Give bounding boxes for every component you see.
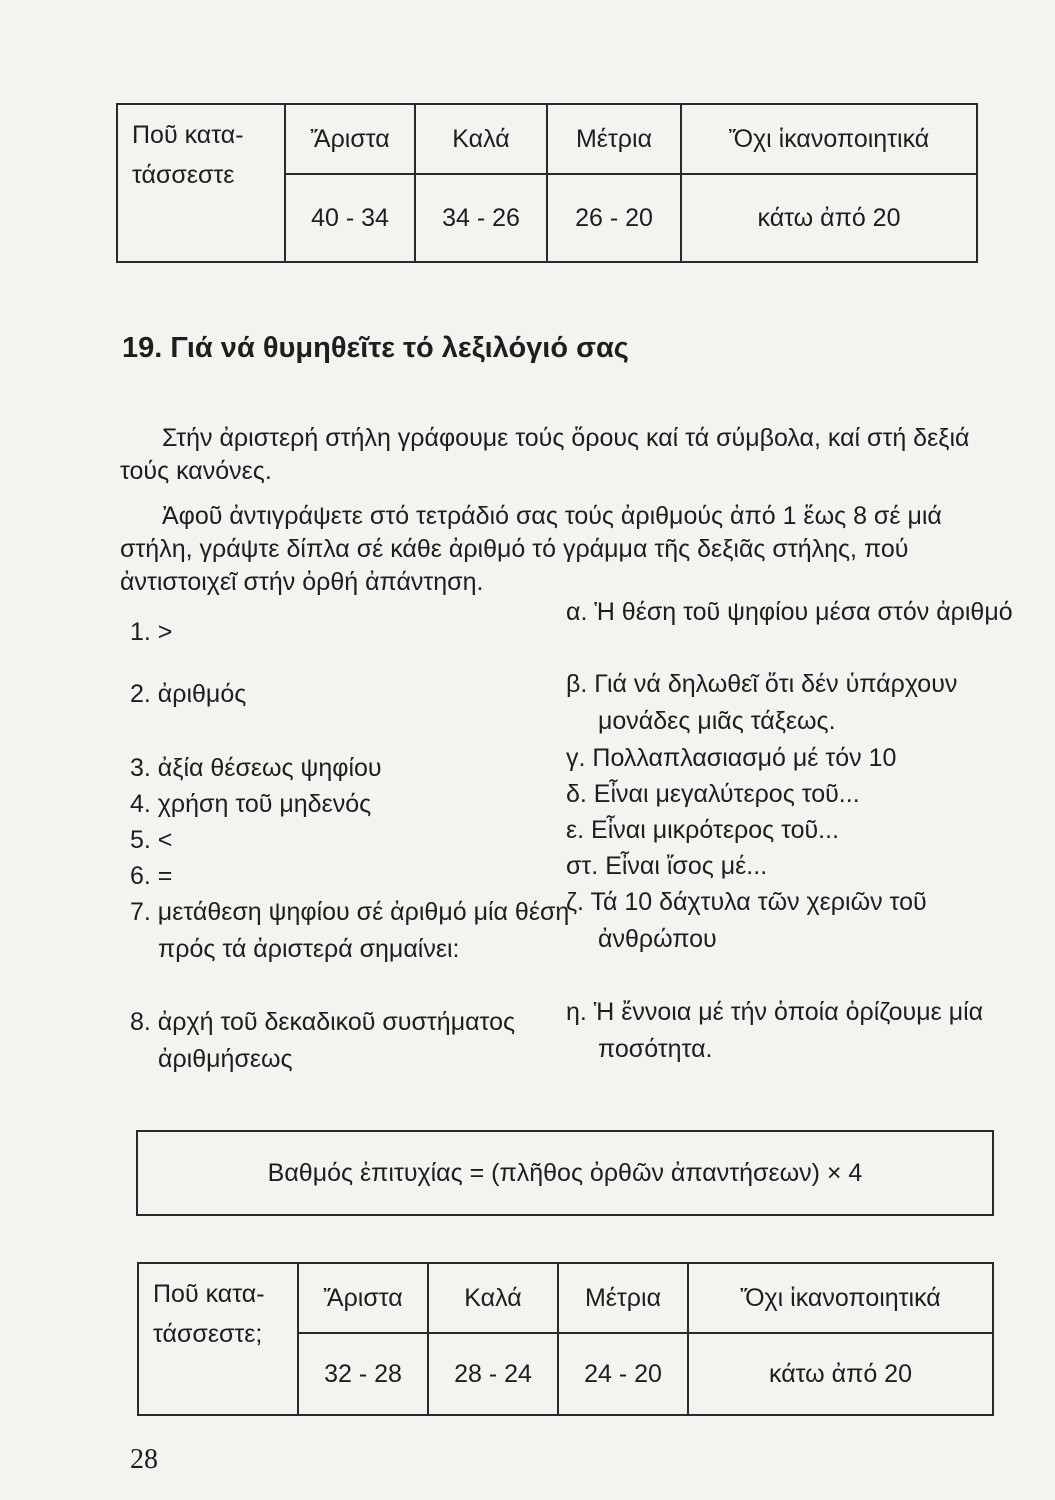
- category-cell: Μέτρια: [558, 1263, 688, 1333]
- term-item: 4. χρήση τοῦ μηδενός: [130, 790, 372, 818]
- row-header-cell: Ποῦ κατα-τάσσεστε: [117, 104, 285, 262]
- category-cell: Μέτρια: [547, 104, 681, 174]
- term-item: 6. =: [130, 862, 173, 890]
- bottom-grade-table: [137, 1262, 994, 1416]
- category-cell: Ὄχι ἱκανοποιητικά: [688, 1263, 993, 1333]
- rule-item: στ. Εἶναι ἴσος μέ...: [566, 852, 768, 880]
- range-cell: 28 - 24: [428, 1333, 558, 1415]
- rule-item: η. Ἡ ἔννοια μέ τήν ὁποία ὁρίζουμε μία ποσότητα.: [566, 998, 984, 1063]
- formula-box: [136, 1130, 994, 1216]
- term-item: 7. μετάθεση ψηφίου σέ ἀριθμό μία θέση πρός τά ἀριστερά σημαίνει:: [130, 898, 570, 963]
- category-cell: Καλά: [428, 1263, 558, 1333]
- rule-item: ζ. Τά 10 δάχτυλα τῶν χεριῶν τοῦ ἀνθρώπου: [566, 888, 927, 953]
- rule-item: β. Γιά νά δηλωθεῖ ὅτι δέν ὑπάρχουν μονάδες μιᾶς τάξεως.: [566, 670, 958, 735]
- category-cell: Ὄχι ἱκανοποιητικά: [681, 104, 977, 174]
- top-grade-table: [116, 103, 978, 263]
- range-cell: κάτω ἀπό 20: [688, 1333, 993, 1415]
- range-cell: κάτω ἀπό 20: [681, 174, 977, 262]
- rule-item: δ. Εἶναι μεγαλύτερος τοῦ...: [566, 780, 860, 808]
- section-title: 19. Γιά νά θυμηθεῖτε τό λεξιλόγιό σας: [122, 332, 629, 364]
- range-cell: 32 - 28: [298, 1333, 428, 1415]
- term-item: 2. ἀριθμός: [130, 680, 247, 708]
- range-cell: 24 - 20: [558, 1333, 688, 1415]
- category-cell: Ἄριστα: [285, 104, 415, 174]
- intro-paragraph-2: Ἀφοῦ ἀντιγράψετε στό τετράδιό σας τούς ἀριθμούς ἀπό 1 ἕως 8 σέ μιά στήλη, γράψτε δίπλα σέ κάθε ἀριθμό τό γράμμα τῆς δεξιᾶς στήλης, πού ἀντιστοιχεῖ στήν ὀρθή ἀπάντηση.: [120, 502, 942, 596]
- term-item: 3. ἀξία θέσεως ψηφίου: [130, 754, 382, 782]
- range-cell: 40 - 34: [285, 174, 415, 262]
- category-cell: Ἄριστα: [298, 1263, 428, 1333]
- range-cell: 34 - 26: [415, 174, 547, 262]
- rule-item: α. Ἡ θέση τοῦ ψηφίου μέσα στόν ἀριθμό: [566, 598, 1013, 626]
- rule-item: γ. Πολλαπλασιασμό μέ τόν 10: [566, 744, 897, 772]
- term-item: 5. <: [130, 826, 173, 854]
- rule-item: ε. Εἶναι μικρότερος τοῦ...: [566, 816, 840, 844]
- intro-paragraph-1: Στήν ἀριστερή στήλη γράφουμε τούς ὅρους καί τά σύμβολα, καί στή δεξιά τούς κανόνες.: [120, 424, 970, 485]
- category-cell: Καλά: [415, 104, 547, 174]
- range-cell: 26 - 20: [547, 174, 681, 262]
- formula-text: Βαθμός ἐπιτυχίας = (πλῆθος ὀρθῶν ἀπαντήσεων) × 4: [267, 1158, 863, 1187]
- row-header-cell: Ποῦ κατα-τάσσεστε;: [138, 1263, 298, 1415]
- term-item: 1. >: [130, 618, 173, 646]
- term-item: 8. ἀρχή τοῦ δεκαδικοῦ συστήματος ἀριθμήσεως: [130, 1008, 516, 1073]
- page-number: 28: [130, 1444, 158, 1475]
